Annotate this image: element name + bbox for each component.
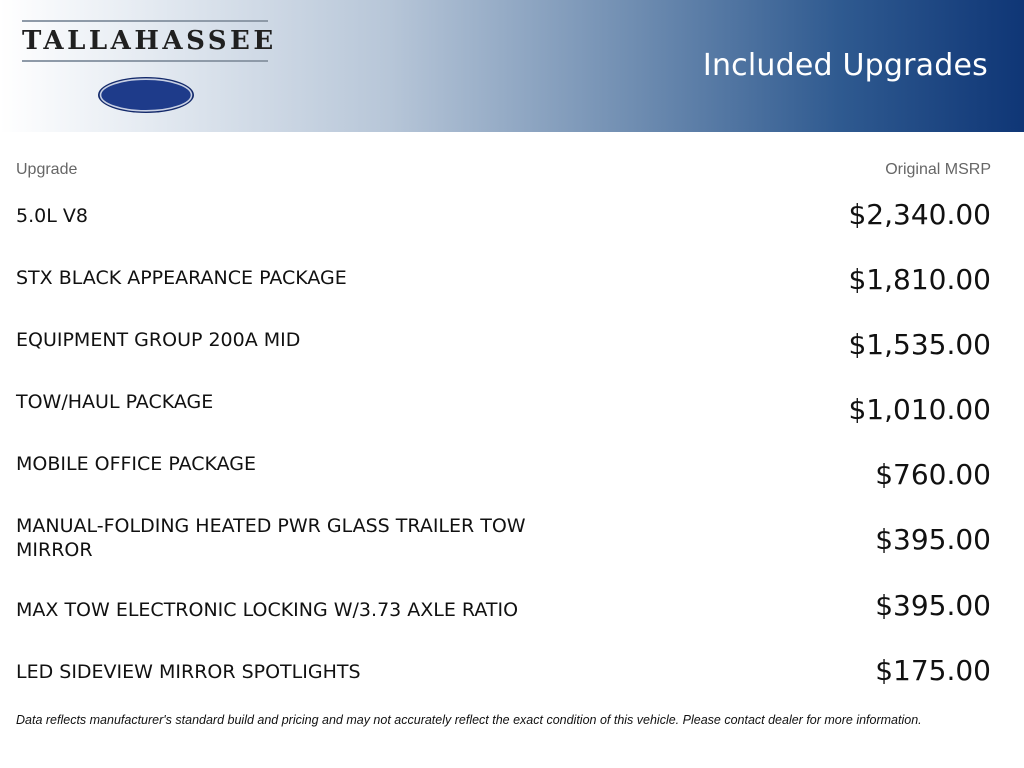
column-header-upgrade: Upgrade (16, 161, 78, 178)
upgrade-row (16, 514, 991, 574)
upgrade-name: LED SIDEVIEW MIRROR SPOTLIGHTS (16, 661, 361, 683)
upgrade-price: $2,340.00 (848, 198, 991, 231)
upgrade-price: $175.00 (875, 654, 991, 687)
header-banner (0, 0, 1024, 132)
upgrade-row (16, 198, 991, 264)
upgrade-name: MANUAL-FOLDING HEATED PWR GLASS TRAILER TOW MIRROR (16, 515, 526, 561)
page-title: Included Upgrades (702, 48, 988, 83)
disclaimer-text: Data reflects manufacturer's standard build and pricing and may not accurately reflect the exact condition of this vehicle. Please contact dealer for more information. (16, 713, 922, 727)
upgrade-row (16, 452, 991, 512)
dealer-name: TALLAHASSEE (22, 20, 268, 62)
upgrade-price: $395.00 (875, 589, 991, 622)
upgrade-price: $1,010.00 (848, 393, 991, 426)
upgrade-row (16, 390, 991, 450)
upgrade-row (16, 589, 991, 658)
upgrade-price: $395.00 (875, 523, 991, 556)
upgrade-name: 5.0L V8 (16, 205, 88, 227)
upgrade-row (16, 263, 991, 326)
ford-logo-icon (97, 76, 195, 114)
upgrade-price: $760.00 (875, 458, 991, 491)
upgrade-name: TOW/HAUL PACKAGE (16, 391, 214, 413)
upgrade-price: $1,535.00 (848, 328, 991, 361)
column-header-msrp: Original MSRP (885, 161, 991, 178)
upgrade-name: STX BLACK APPEARANCE PACKAGE (16, 267, 347, 289)
upgrade-name: MOBILE OFFICE PACKAGE (16, 453, 257, 475)
upgrade-row (16, 328, 991, 388)
upgrade-name: MAX TOW ELECTRONIC LOCKING W/3.73 AXLE RATIO (16, 599, 519, 621)
upgrade-row (16, 654, 991, 720)
upgrade-price: $1,810.00 (848, 263, 991, 296)
upgrade-name: EQUIPMENT GROUP 200A MID (16, 329, 301, 351)
